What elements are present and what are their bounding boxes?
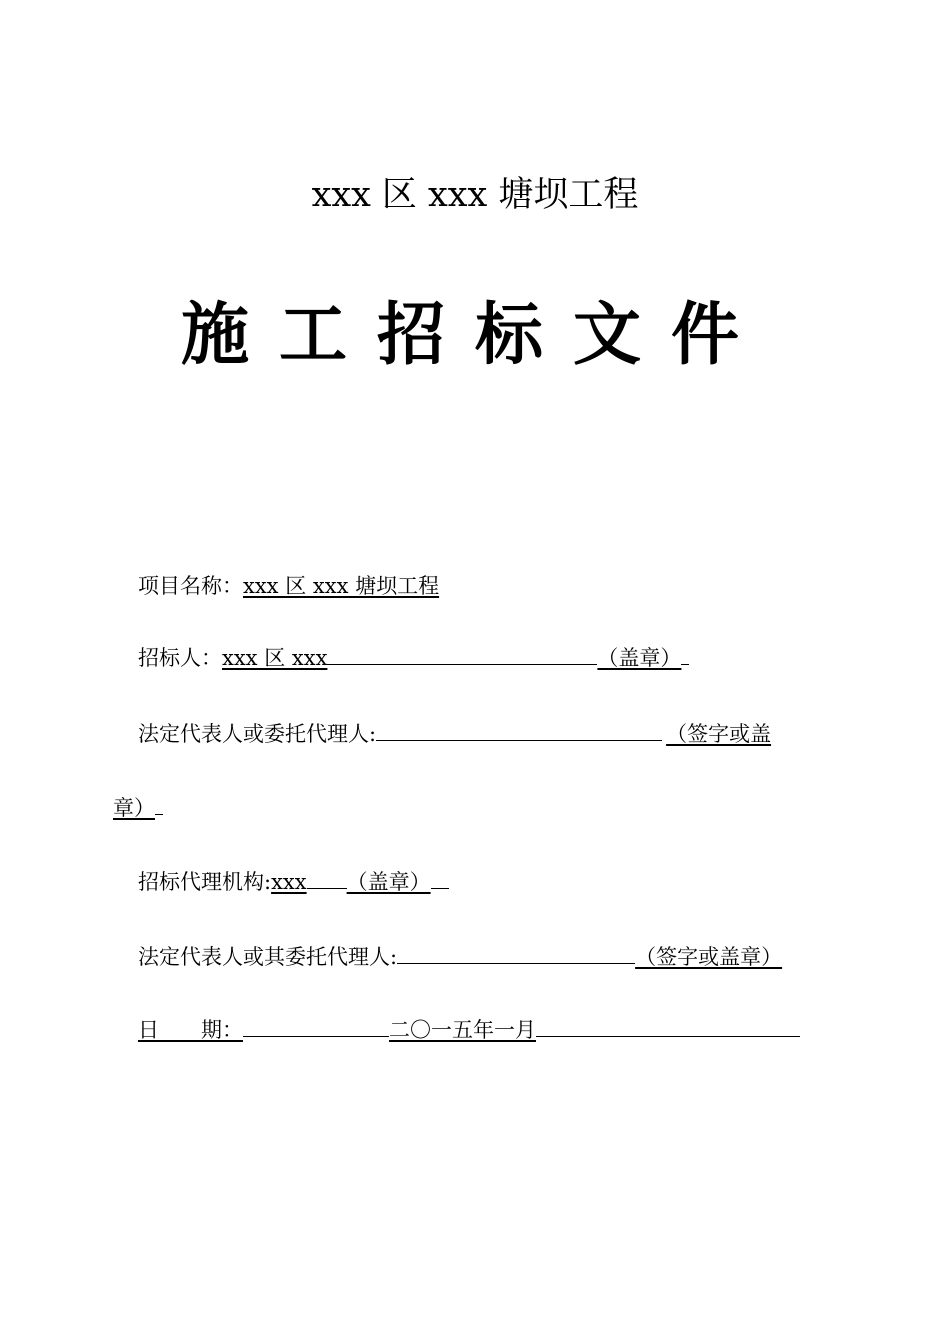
- tenderer-value: xxx 区 xxx: [222, 646, 328, 670]
- agency-rep-seal: （签字或盖章）: [635, 945, 783, 969]
- legal-rep-seal-part2: 章）: [113, 796, 155, 820]
- date-row: [138, 1015, 800, 1045]
- document-project-title: xxx 区 xxx 塘坝工程: [311, 175, 639, 215]
- date-label: 日 期：: [138, 1018, 243, 1042]
- agency-tail-line: [431, 887, 449, 889]
- agency-rep-row: [138, 942, 782, 972]
- date-value: 二〇一五年一月: [389, 1018, 536, 1042]
- legal-rep-signature-line: [376, 739, 662, 741]
- legal-rep-row-continued: [113, 793, 163, 823]
- project-name-label: 项目名称：: [138, 574, 243, 598]
- tenderer-blank-line: [327, 663, 597, 665]
- project-name-row: [138, 571, 439, 601]
- tenderer-label: 招标人：: [138, 646, 222, 670]
- agency-value: xxx: [271, 870, 307, 894]
- legal-rep-label: 法定代表人或委托代理人:: [138, 722, 377, 746]
- agency-row: [138, 867, 449, 897]
- agency-seal: （盖章）: [346, 870, 431, 894]
- agency-rep-signature-line: [397, 962, 635, 964]
- agency-blank-line: [307, 887, 347, 889]
- tenderer-row: [138, 643, 689, 673]
- document-main-title: 施工招标文件: [180, 296, 769, 375]
- legal-rep-seal-part1: （签字或盖: [666, 722, 772, 746]
- agency-label: 招标代理机构:: [138, 870, 272, 894]
- agency-rep-label: 法定代表人或其委托代理人:: [138, 945, 398, 969]
- date-lead-line: [243, 1035, 389, 1037]
- tenderer-seal: （盖章）: [597, 646, 682, 670]
- project-name-value: xxx 区 xxx 塘坝工程: [243, 574, 440, 598]
- legal-rep-tail-line: [155, 813, 163, 815]
- date-tail-line: [536, 1035, 800, 1037]
- legal-rep-row: [138, 719, 771, 749]
- tenderer-tail-line: [681, 663, 689, 665]
